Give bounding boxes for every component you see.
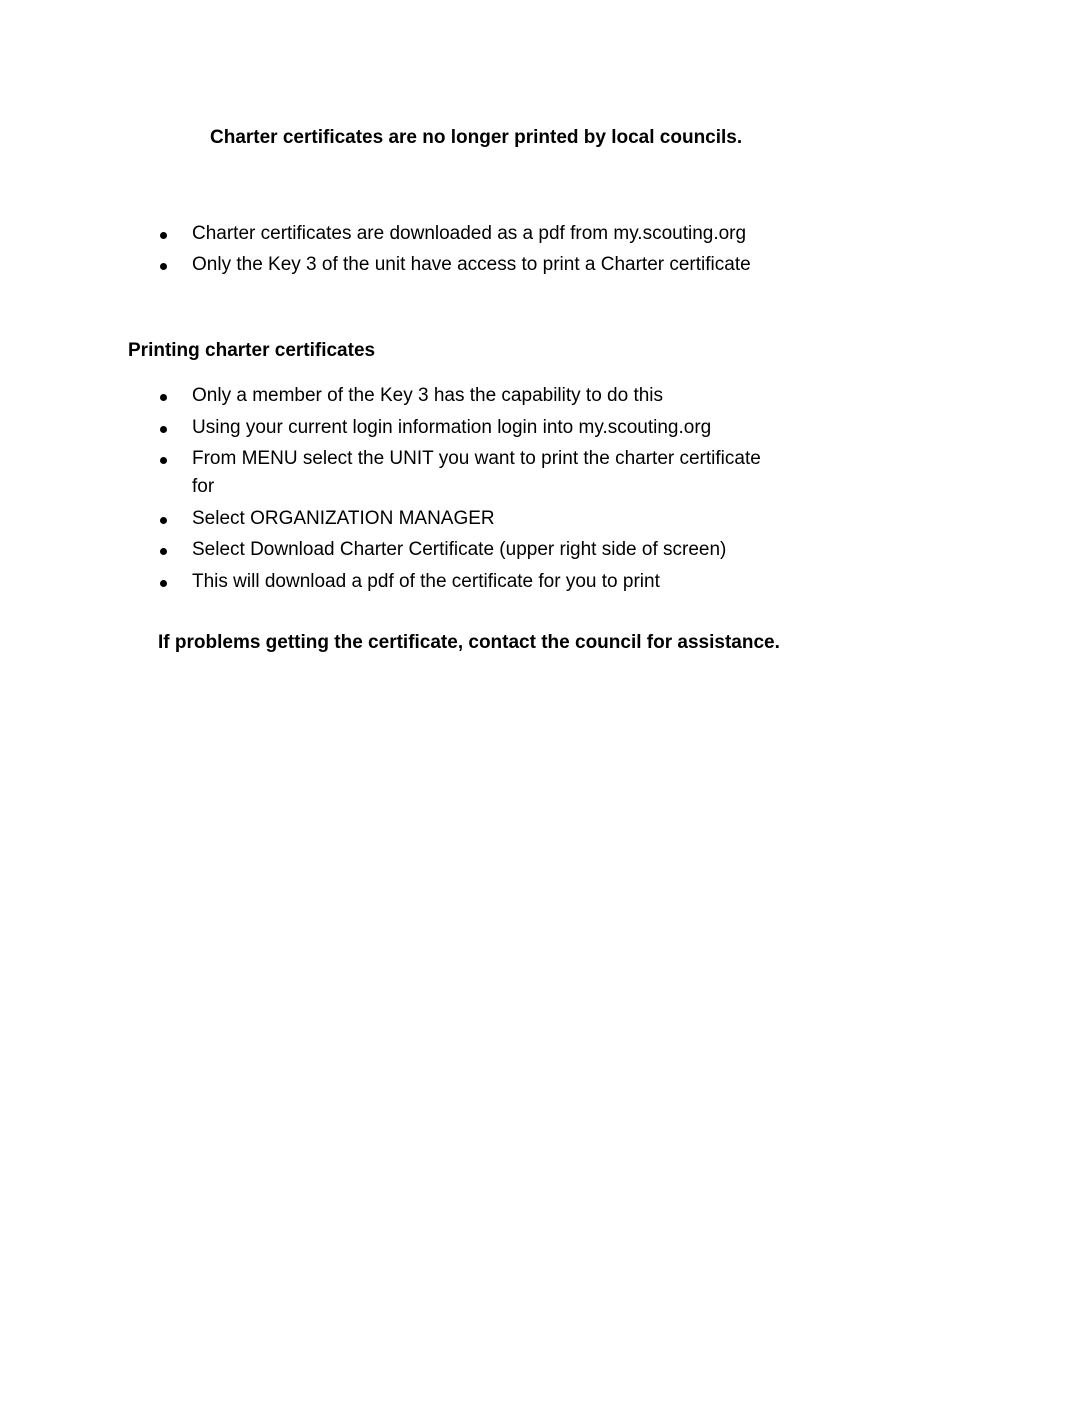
bullet-icon: [160, 426, 167, 433]
bullet-icon: [160, 517, 167, 524]
step-item: Using your current login information login into my.scouting.org: [192, 417, 712, 438]
step-item: This will download a pdf of the certificate for you to print: [192, 571, 660, 592]
intro-item: Charter certificates are downloaded as a pdf from my.scouting.org: [192, 223, 747, 244]
footer-note: If problems getting the certificate, contact the council for assistance.: [158, 632, 780, 653]
bullet-icon: [160, 394, 167, 401]
bullet-icon: [160, 580, 167, 587]
step-item: From MENU select the UNIT you want to print the charter certificate: [192, 448, 761, 469]
step-item-continuation: for: [192, 476, 215, 497]
intro-item: Only the Key 3 of the unit have access to print a Charter certificate: [192, 254, 751, 275]
bullet-icon: [160, 232, 167, 239]
bullet-icon: [160, 263, 167, 270]
step-item: Only a member of the Key 3 has the capability to do this: [192, 385, 664, 406]
step-item: Select Download Charter Certificate (upper right side of screen): [192, 539, 727, 560]
bullet-icon: [160, 457, 167, 464]
title: Charter certificates are no longer printed by local councils.: [210, 127, 743, 148]
section-heading: Printing charter certificates: [128, 340, 376, 361]
step-item: Select ORGANIZATION MANAGER: [192, 508, 495, 529]
bullet-icon: [160, 548, 167, 555]
